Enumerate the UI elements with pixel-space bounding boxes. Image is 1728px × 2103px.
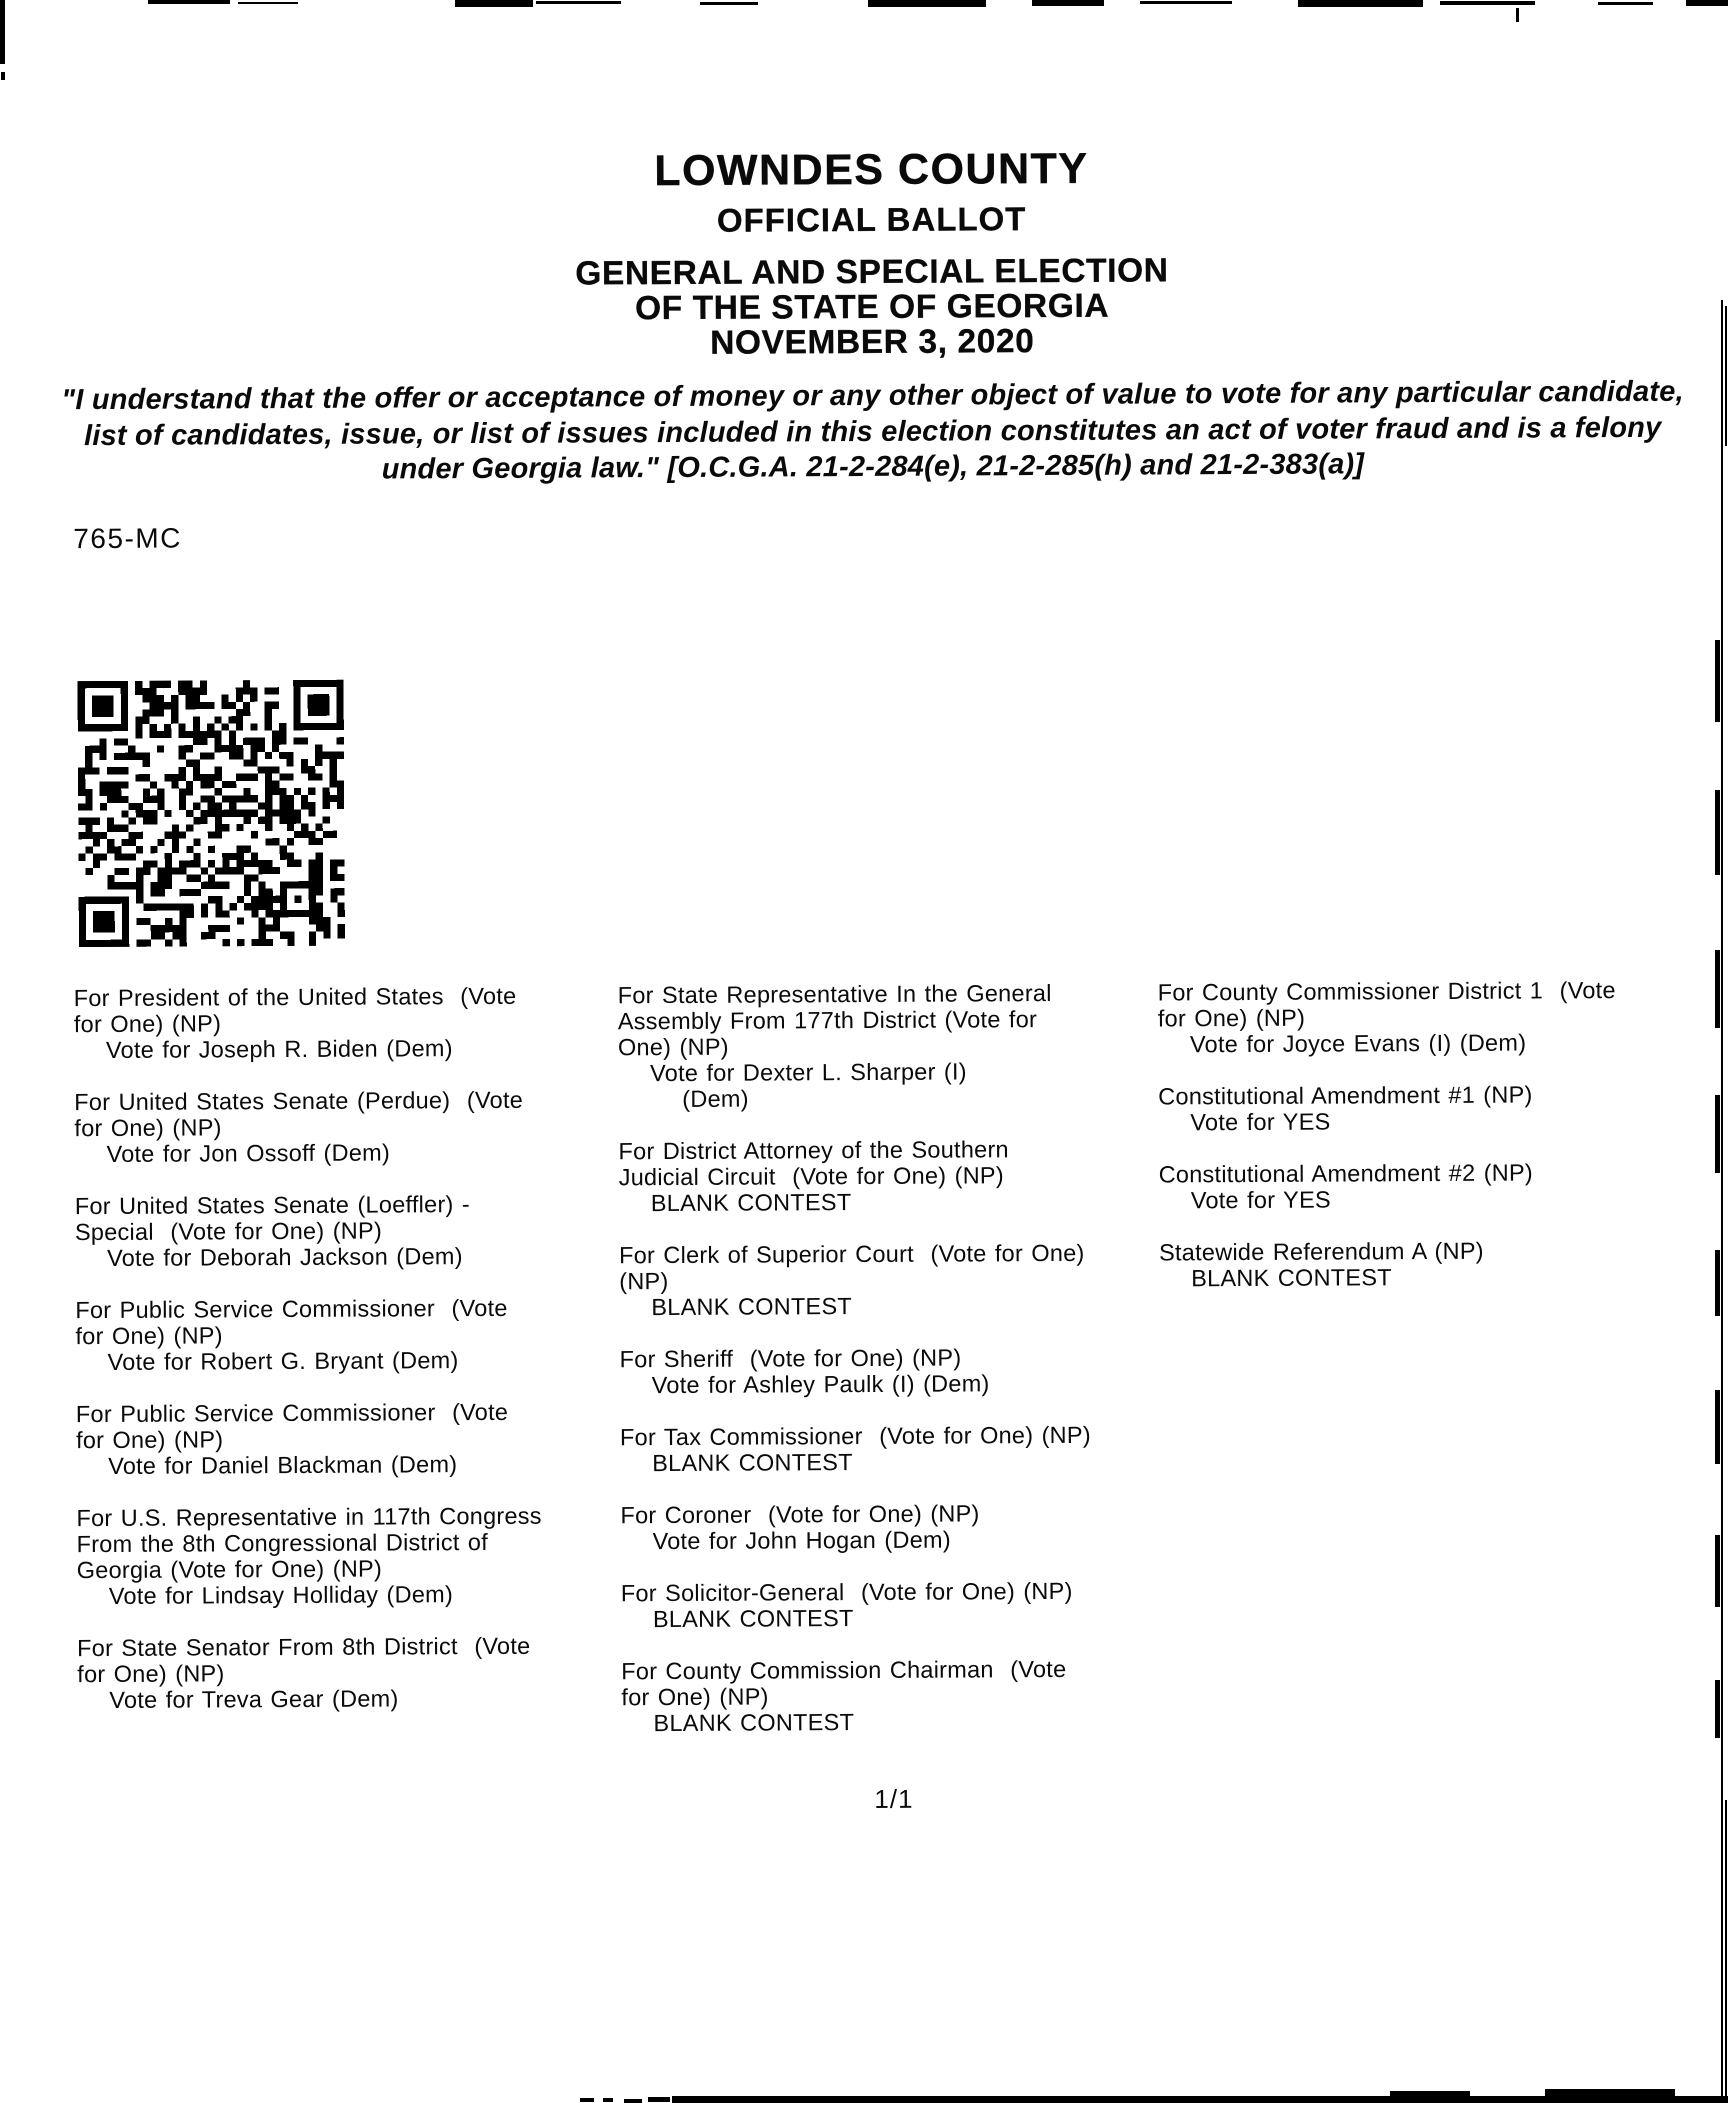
qr-code-icon	[70, 680, 352, 947]
contest	[620, 1499, 1180, 1554]
contest-title-line: For Sheriff (Vote for One) (NP)	[619, 1344, 962, 1373]
contest-vote-line: BLANK CONTEST	[652, 1605, 854, 1633]
ballot-column-1	[74, 982, 636, 1739]
contest-vote-line: Vote for Jon Ossoff (Dem)	[106, 1139, 391, 1167]
contest-title-line: For United States Senate (Loeffler) -	[74, 1191, 470, 1220]
scan-artifact	[1686, 0, 1728, 6]
contest-title-line: For U.S. Representative in 117th Congress	[76, 1502, 542, 1532]
ballot-column-2	[618, 979, 1182, 1762]
contest	[621, 1655, 1181, 1736]
contest-title-line: for One) (NP)	[1157, 1004, 1306, 1032]
scan-artifact	[1725, 1800, 1727, 2103]
scan-artifact	[1, 72, 5, 80]
election-date: NOVEMBER 3, 2020	[710, 323, 1035, 362]
contest	[618, 979, 1179, 1112]
scan-artifact	[624, 2099, 642, 2103]
contest-vote-line: Vote for Deborah Jackson (Dem)	[107, 1243, 463, 1271]
contest-title-line: For State Representative In the General	[617, 980, 1052, 1009]
contest	[619, 1239, 1179, 1320]
scan-artifact	[1298, 0, 1423, 7]
contest-title-line: for One) (NP)	[74, 1114, 222, 1142]
scan-artifact	[1715, 1535, 1720, 1607]
contest	[1158, 1081, 1714, 1136]
scan-artifact	[1545, 2089, 1675, 2103]
scan-artifact	[1715, 640, 1720, 722]
contest-title-line: For Public Service Commissioner (Vote	[75, 1294, 508, 1324]
qr-code-modules	[78, 680, 345, 947]
contest-vote-line: Vote for Robert G. Bryant (Dem)	[107, 1347, 459, 1375]
contest-vote-line: Vote for Joseph R. Biden (Dem)	[105, 1035, 453, 1063]
disclaimer-line: under Georgia law." [O.C.G.A. 21-2-284(e), 21-2-285(h) and 21-2-383(a)]	[381, 448, 1365, 486]
ballot-type-heading: OFFICIAL BALLOT	[716, 200, 1027, 239]
scan-artifact	[1715, 1390, 1720, 1464]
disclaimer-line: list of candidates, issue, or list of issues included in this election constitutes an act of voter fraud and is a felony	[83, 411, 1662, 452]
scan-artifact	[1715, 1680, 1720, 1738]
contest	[620, 1421, 1180, 1476]
scan-artifact	[1715, 1095, 1720, 1173]
contest	[1159, 1159, 1715, 1214]
contest	[1158, 977, 1714, 1058]
contest-title-line: For United States Senate (Perdue) (Vote	[74, 1086, 524, 1116]
voter-fraud-disclaimer	[8, 374, 1728, 490]
contest-vote-line: BLANK CONTEST	[652, 1449, 853, 1477]
contest	[1159, 1237, 1715, 1292]
contest-title-line: for One) (NP)	[75, 1322, 223, 1350]
contest-vote-line: Vote for Dexter L. Sharper (I)	[650, 1058, 967, 1087]
contest	[77, 1632, 635, 1713]
contest-vote-line: (Dem)	[682, 1085, 749, 1112]
scan-artifact	[700, 2, 758, 5]
scan-artifact	[0, 0, 5, 64]
scan-artifact	[1715, 790, 1720, 875]
scan-artifact	[1516, 8, 1519, 22]
contest-vote-line: Vote for Daniel Blackman (Dem)	[108, 1451, 458, 1479]
contest	[74, 982, 632, 1063]
contest-title-line: Assembly From 177th District (Vote for	[617, 1006, 1038, 1035]
contest-title-line: For Clerk of Superior Court (Vote for One)	[618, 1239, 1085, 1269]
ballot-column-3	[1158, 977, 1716, 1318]
contest-title-line: for One) (NP)	[621, 1683, 769, 1711]
scan-artifact	[1440, 1, 1535, 5]
contest-title-line: For District Attorney of the Southern	[618, 1136, 1009, 1165]
contest-vote-line: BLANK CONTEST	[651, 1293, 853, 1321]
contest-title-line: For Solicitor-General (Vote for One) (NP)	[620, 1577, 1073, 1607]
contest	[75, 1190, 633, 1271]
contest-vote-line: Vote for Ashley Paulk (I) (Dem)	[651, 1370, 990, 1399]
contest-vote-line: Vote for Treva Gear (Dem)	[109, 1685, 399, 1713]
contest-vote-line: BLANK CONTEST	[1191, 1264, 1392, 1292]
contest-title-line: Statewide Referendum A (NP)	[1158, 1237, 1484, 1266]
contest-vote-line: Vote for Lindsay Holliday (Dem)	[108, 1581, 454, 1609]
scan-artifact	[580, 2098, 594, 2102]
disclaimer-line: "I understand that the offer or acceptance of money or any other object of value to vote for any particular candidate,	[61, 375, 1684, 417]
contest-title-line: for One) (NP)	[73, 1010, 222, 1038]
scan-artifact	[1032, 0, 1104, 6]
contest-vote-line: Vote for YES	[1190, 1108, 1331, 1136]
contest	[76, 1502, 635, 1609]
election-heading	[8, 250, 1728, 364]
scan-artifact	[603, 2098, 613, 2102]
contest	[75, 1294, 633, 1375]
contest-title-line: for One) (NP)	[77, 1660, 225, 1688]
contest-title-line: For County Commissioner District 1 (Vote	[1157, 977, 1616, 1006]
contest-title-line: Special (Vote for One) (NP)	[74, 1217, 383, 1246]
page-title: LOWNDES COUNTY	[654, 144, 1089, 196]
contest-title-line: for One) (NP)	[75, 1426, 224, 1454]
scan-artifact	[1715, 1250, 1720, 1316]
contest-columns	[0, 976, 1728, 1737]
scan-artifact	[1725, 306, 1727, 446]
contest-title-line: For Coroner (Vote for One) (NP)	[620, 1500, 980, 1529]
contest	[621, 1577, 1181, 1632]
contest-vote-line: BLANK CONTEST	[653, 1709, 855, 1737]
contest-vote-line: Vote for Joyce Evans (I) (Dem)	[1189, 1029, 1527, 1058]
contest-title-line: Georgia (Vote for One) (NP)	[76, 1555, 383, 1584]
contest-title-line: (NP)	[619, 1268, 669, 1295]
scan-artifact	[1598, 2, 1653, 5]
contest	[618, 1135, 1178, 1216]
contest-vote-line: Vote for John Hogan (Dem)	[652, 1526, 951, 1555]
scan-artifact	[868, 0, 986, 7]
page-number: 1/1	[874, 1783, 914, 1814]
scan-artifact	[1390, 2091, 1470, 2103]
contest-title-line: For President of the United States (Vote	[73, 982, 517, 1012]
scan-artifact	[238, 2, 298, 4]
contest-vote-line: Vote for YES	[1190, 1186, 1331, 1214]
election-title-line-2: OF THE STATE OF GEORGIA	[634, 287, 1110, 328]
scan-artifact	[648, 2097, 670, 2102]
scan-artifact	[148, 0, 230, 4]
contest	[74, 1086, 632, 1167]
scan-artifact	[455, 0, 533, 7]
contest-title-line: From the 8th Congressional District of	[76, 1528, 489, 1558]
contest-title-line: For State Senator From 8th District (Vote	[77, 1632, 531, 1662]
election-title-line-1: GENERAL AND SPECIAL ELECTION	[575, 252, 1169, 293]
contest-title-line: For County Commission Chairman (Vote	[621, 1655, 1067, 1685]
contest-vote-line: BLANK CONTEST	[650, 1189, 852, 1217]
scan-artifact	[1140, 1, 1232, 4]
contest-title-line: For Public Service Commissioner (Vote	[75, 1398, 509, 1428]
contest-title-line: Constitutional Amendment #2 (NP)	[1158, 1159, 1534, 1188]
contest	[620, 1343, 1180, 1398]
contest-title-line: Judicial Circuit (Vote for One) (NP)	[618, 1162, 1004, 1191]
contest-title-line: Constitutional Amendment #1 (NP)	[1158, 1081, 1533, 1110]
contest	[76, 1398, 634, 1479]
contest-title-line: One) (NP)	[617, 1033, 729, 1061]
contest-title-line: For Tax Commissioner (Vote for One) (NP)	[619, 1421, 1091, 1451]
scan-artifact	[536, 1, 621, 4]
scan-artifact	[1715, 950, 1720, 1028]
precinct-code: 765-MC	[73, 522, 182, 555]
scan-artifact	[1721, 300, 1723, 2103]
